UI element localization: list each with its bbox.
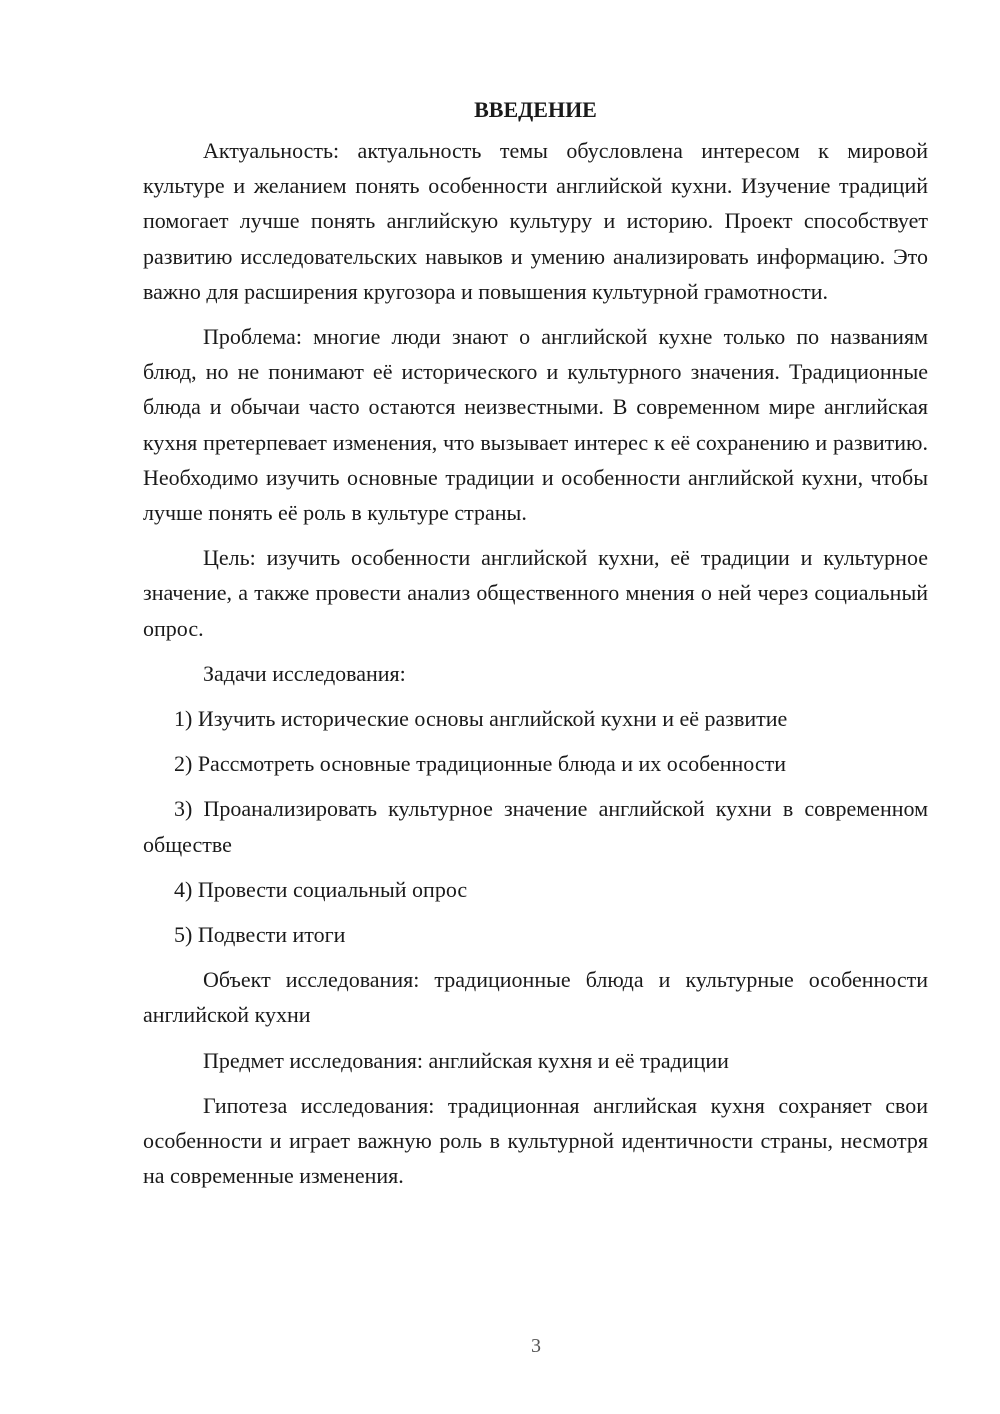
goal-paragraph: Цель: изучить особенности английской кухни, её традиции и культурное значение, а также провести анализ общественного мнения о ней через социальный опрос. [143, 545, 928, 641]
tasks-label: Задачи исследования: [203, 660, 406, 686]
task-item: 2) Рассмотреть основные традиционные блюда и их особенности [174, 751, 787, 777]
task-item: 4) Провести социальный опрос [174, 876, 468, 902]
page-title: ВВЕДЕНИЕ [474, 97, 597, 122]
object-paragraph: Объект исследования: традиционные блюда и культурные особенности английской кухни [143, 967, 928, 1028]
task-item: 5) Подвести итоги [174, 922, 346, 948]
task-item: 1) Изучить исторические основы английской кухни и её развитие [174, 706, 788, 732]
document-page [143, 95, 928, 1203]
problem-paragraph: Проблема: многие люди знают о английской кухне только по названиям блюд, но не понимают её исторического и культурного значения. Традиционные блюда и обычаи часто остаются неизвестными. В современном мире английская кухня претерпевает изменения, что вызывает интерес к её сохранению и развитию. Необходимо изучить основные традиции и особенности английской кухни, чтобы лучше понять её роль в культуре страны. [143, 324, 928, 526]
subject-paragraph: Предмет исследования: английская кухня и её традиции [203, 1047, 729, 1073]
hypothesis-paragraph: Гипотеза исследования: традиционная английская кухня сохраняет свои особенности и играет важную роль в культурной идентичности страны, несмотря на современные изменения. [143, 1092, 928, 1189]
relevance-paragraph: Актуальность: актуальность темы обусловлена интересом к мировой культуре и желанием понять особенности английской кухни. Изучение традиций помогает лучше понять английскую культуру и историю. Проект способствует развитию исследовательских навыков и умению анализировать информацию. Это важно для расширения кругозора и повышения культурной грамотности. [143, 138, 928, 304]
task-item: 3) Проанализировать культурное значение английской кухни в современном обществе [143, 796, 928, 857]
page-number: 3 [531, 1335, 541, 1357]
